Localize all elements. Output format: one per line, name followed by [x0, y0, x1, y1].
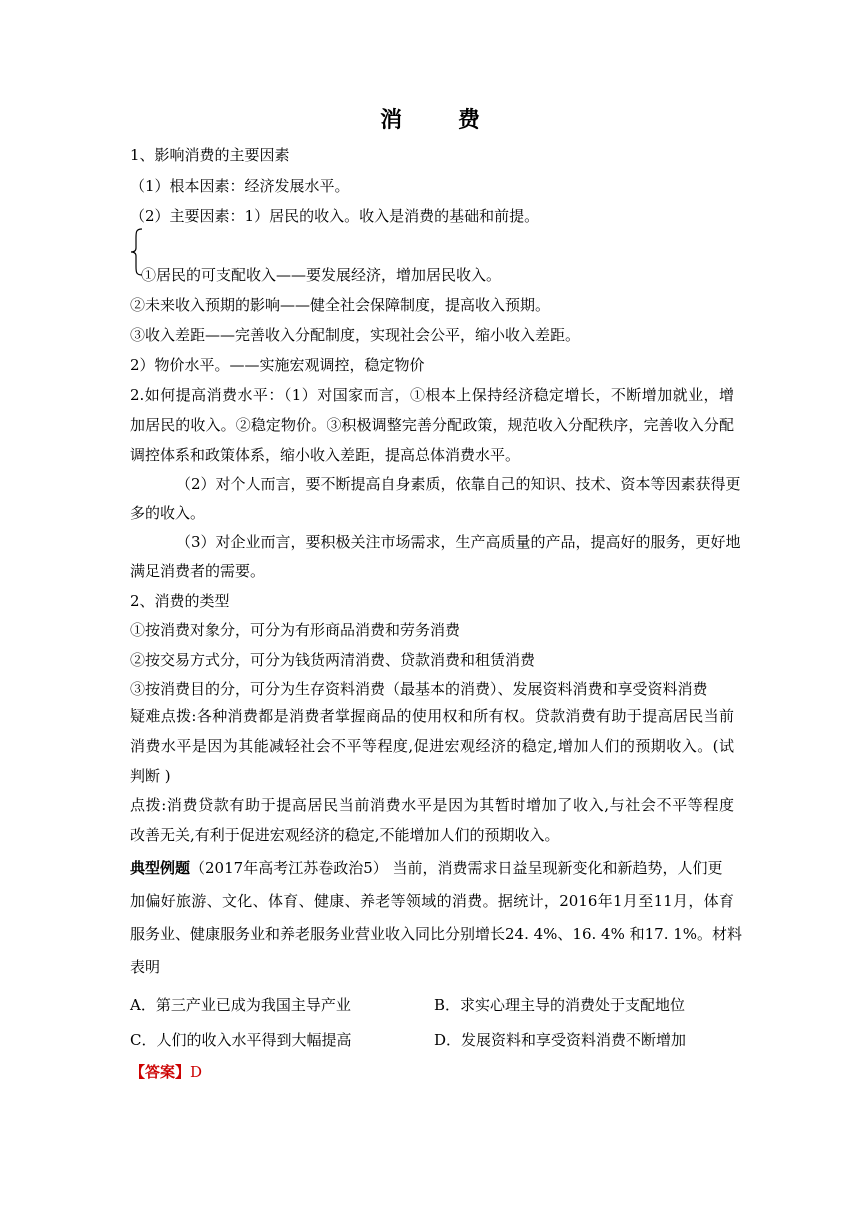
example-line4: 表明 — [130, 958, 161, 976]
answer-value: D — [190, 1063, 203, 1081]
section1-item3: 2）物价水平。——实施宏观调控，稳定物价 — [130, 356, 425, 374]
example-line3: 服务业、健康服务业和养老服务业营业收入同比分别增长24. 4%、16. 4% 和17. 1%。材料 — [130, 925, 743, 943]
option-c: C．人们的收入水平得到大幅提高 — [130, 1031, 352, 1049]
improve-line7: 满足消费者的需要。 — [130, 562, 266, 580]
page-title: 消 费 — [380, 107, 504, 133]
option-a: A．第三产业已成为我国主导产业 — [130, 996, 351, 1014]
tip-line1: 点拨:消费贷款有助于提高居民当前消费水平是因为其暂时增加了收入,与社会不平等程度 — [130, 796, 734, 814]
section2-type1: ①按消费对象分，可分为有形商品消费和劳务消费 — [130, 621, 461, 639]
example-line1 — [130, 858, 734, 878]
difficulty-line1: 疑难点拨:各种消费都是消费者掌握商品的使用权和所有权。贷款消费有助于提高居民当前 — [130, 707, 734, 725]
difficulty-line2: 消费水平是因为其能减轻社会不平等程度,促进宏观经济的稳定,增加人们的预期收入。(试 — [130, 737, 734, 755]
section2-heading: 2、消费的类型 — [130, 592, 230, 610]
improve-line1: 2.如何提高消费水平：（1）对国家而言，①根本上保持经济稳定增长，不断增加就业，增 — [130, 386, 734, 404]
section1-sub3: ③收入差距——完善收入分配制度，实现社会公平，缩小收入差距。 — [130, 326, 581, 344]
section2-type2: ②按交易方式分，可分为钱货两清消费、贷款消费和租赁消费 — [130, 651, 536, 669]
answer-line — [130, 1062, 202, 1082]
improve-line3: 调控体系和政策体系，缩小收入差距，提高总体消费水平。 — [130, 446, 521, 464]
example-label: 典型例题 — [130, 859, 191, 877]
difficulty-line3: 判断 ) — [130, 767, 171, 785]
option-b: B．求实心理主导的消费处于支配地位 — [434, 996, 686, 1014]
section1-item2: （2）主要因素：1）居民的收入。收入是消费的基础和前提。 — [130, 207, 540, 225]
answer-label: 【答案】 — [130, 1063, 191, 1081]
option-d: D．发展资料和享受资料消费不断增加 — [434, 1031, 687, 1049]
improve-line4: （2）对个人而言，要不断提高自身素质，依靠自己的知识、技术、资本等因素获得更 — [176, 475, 741, 493]
improve-line5: 多的收入。 — [130, 504, 206, 522]
section1-sub2: ②未来收入预期的影响——健全社会保障制度，提高收入预期。 — [130, 296, 551, 314]
section1-heading: 1、影响消费的主要因素 — [130, 146, 290, 164]
example-text1: （2017年高考江苏卷政治5） 当前，消费需求日益呈现新变化和新趋势，人们更 — [190, 859, 723, 877]
section2-type3: ③按消费目的分，可分为生存资料消费（最基本的消费）、发展资料消费和享受资料消费 — [130, 680, 708, 698]
improve-line2: 加居民的收入。②稳定物价。③积极调整完善分配政策，规范收入分配秩序，完善收入分配 — [130, 416, 734, 434]
section1-sub1: ①居民的可支配收入——要发展经济，增加居民收入。 — [141, 266, 502, 284]
improve-line6: （3）对企业而言，要积极关注市场需求，生产高质量的产品，提高好的服务，更好地 — [176, 533, 741, 551]
tip-line2: 改善无关,有利于促进宏观经济的稳定,不能增加人们的预期收入。 — [130, 826, 560, 844]
example-line2: 加偏好旅游、文化、体育、健康、养老等领域的消费。据统计，2016年1月至11月，体育 — [130, 892, 734, 910]
section1-item1: （1）根本因素：经济发展水平。 — [130, 177, 350, 195]
